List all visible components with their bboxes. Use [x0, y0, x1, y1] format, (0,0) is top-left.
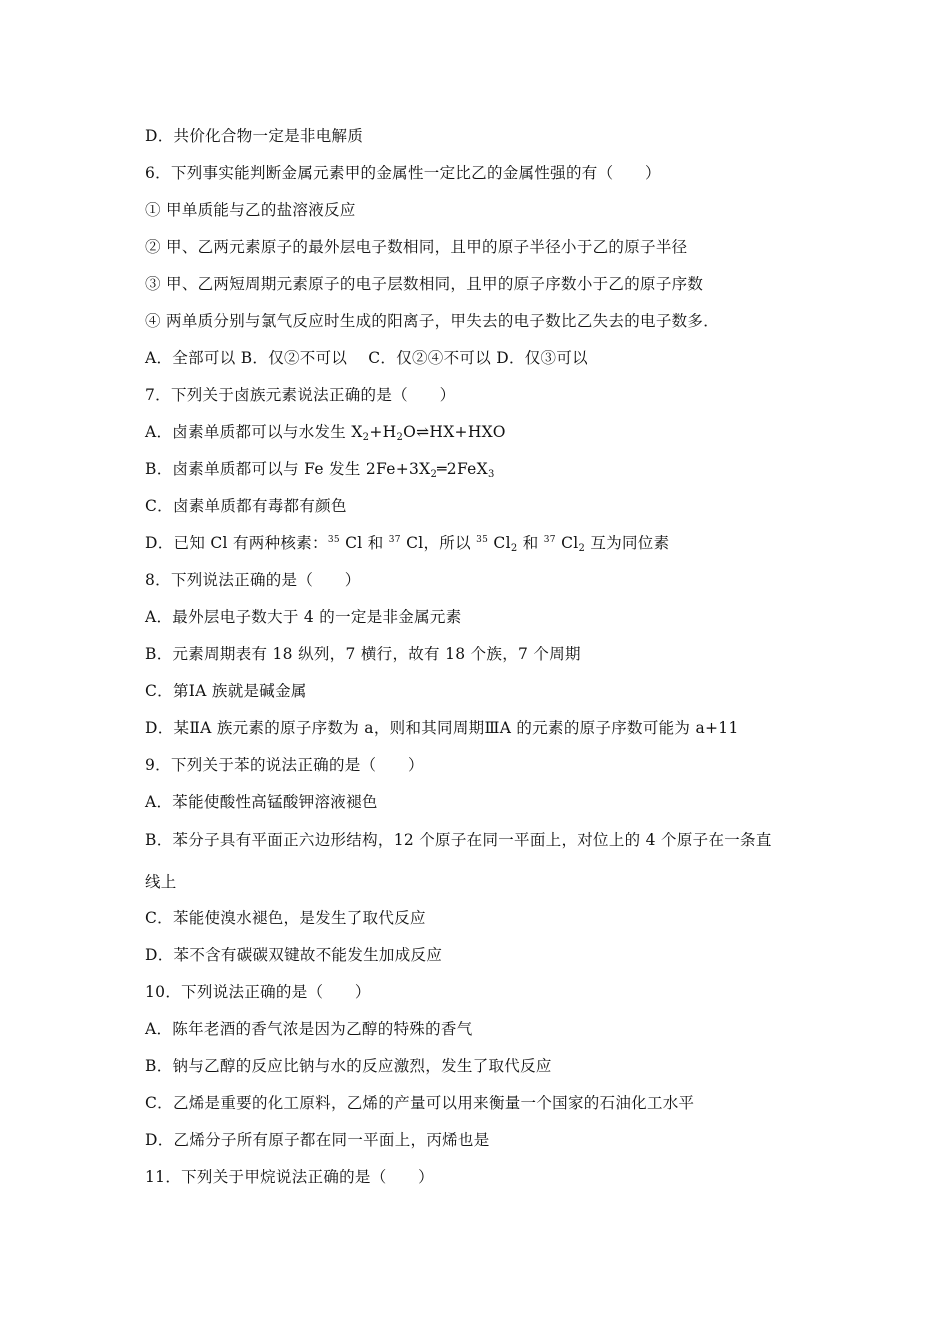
q7b-text: ═2FeX: [437, 460, 488, 478]
q7d-text: Cl: [488, 534, 511, 552]
q8-option-a: A．最外层电子数大于 4 的一定是非金属元素: [145, 608, 462, 626]
q7b-text: B．卤素单质都可以与 Fe 发生 2Fe+3X: [145, 460, 431, 478]
mass-number: 35: [476, 535, 489, 545]
q10-stem: 10．下列说法正确的是（ ）: [145, 983, 371, 1001]
q8-option-c: C．第ⅠA 族就是碱金属: [145, 682, 307, 700]
q7d-text: 互为同位素: [585, 534, 670, 552]
q9-option-a: A．苯能使酸性高锰酸钾溶液褪色: [145, 793, 378, 811]
q7-stem: 7．下列关于卤族元素说法正确的是（ ）: [145, 386, 456, 404]
q6-statement-4: ④ 两单质分别与氯气反应时生成的阳离子，甲失去的电子数比乙失去的电子数多．: [145, 312, 720, 330]
q6-statement-3: ③ 甲、乙两短周期元素原子的电子层数相同，且甲的原子序数小于乙的原子序数: [145, 275, 704, 293]
subscript: 2: [510, 543, 518, 554]
q9-option-b-continued: 线上: [145, 873, 177, 891]
q6-statement-2: ② 甲、乙两元素原子的最外层电子数相同，且甲的原子半径小于乙的原子半径: [145, 238, 688, 256]
q8-option-d: D．某ⅡA 族元素的原子序数为 a，则和其同周期ⅢA 的元素的原子序数可能为 a+11: [145, 719, 739, 737]
q7-option-a: [145, 422, 890, 442]
q11-stem: 11．下列关于甲烷说法正确的是（ ）: [145, 1168, 434, 1186]
q9-stem: 9．下列关于苯的说法正确的是（ ）: [145, 756, 424, 774]
q7-option-c: C．卤素单质都有毒都有颜色: [145, 497, 347, 515]
q10-option-a: A．陈年老酒的香气浓是因为乙醇的特殊的香气: [145, 1020, 473, 1038]
q7-option-b: [145, 459, 890, 479]
subscript: 2: [430, 469, 438, 480]
q7d-text: Cl，所以: [400, 534, 477, 552]
q8-option-b: B．元素周期表有 18 纵列，7 横行，故有 18 个族，7 个周期: [145, 645, 581, 663]
q6-options: A．全部可以 B．仅②不可以 C．仅②④不可以 D．仅③可以: [145, 349, 588, 367]
q9-option-d: D．苯不含有碳碳双键故不能发生加成反应: [145, 946, 443, 964]
q7a-text: +H: [369, 423, 397, 441]
q6-stem: 6．下列事实能判断金属元素甲的金属性一定比乙的金属性强的有（ ）: [145, 164, 661, 182]
q5-option-d: D．共价化合物一定是非电解质: [145, 127, 364, 145]
subscript: 3: [487, 469, 495, 480]
mass-number: 37: [543, 535, 556, 545]
q7a-text: A．卤素单质都可以与水发生 X: [145, 423, 363, 441]
q10-option-b: B．钠与乙醇的反应比钠与水的反应激烈，发生了取代反应: [145, 1057, 552, 1075]
subscript: 2: [396, 432, 404, 443]
q7d-text: D．已知 Cl 有两种核素：: [145, 534, 328, 552]
q9-option-b: B．苯分子具有平面正六边形结构，12 个原子在同一平面上，对位上的 4 个原子在一条直: [145, 831, 772, 849]
q9-option-c: C．苯能使溴水褪色，是发生了取代反应: [145, 909, 426, 927]
q7d-text: 和: [517, 534, 544, 552]
mass-number: 35: [327, 535, 340, 545]
q8-stem: 8．下列说法正确的是（ ）: [145, 571, 361, 589]
q10-option-c: C．乙烯是重要的化工原料，乙烯的产量可以用来衡量一个国家的石油化工水平: [145, 1094, 695, 1112]
q6-statement-1: ① 甲单质能与乙的盐溶液反应: [145, 201, 356, 219]
q7-option-d: [145, 533, 890, 553]
q7d-text: Cl: [555, 534, 579, 552]
q7d-text: Cl 和: [339, 534, 389, 552]
mass-number: 37: [388, 535, 401, 545]
subscript: 2: [578, 543, 586, 554]
q10-option-d: D．乙烯分子所有原子都在同一平面上，丙烯也是: [145, 1131, 490, 1149]
subscript: 2: [362, 432, 370, 443]
q7a-text: O⇌HX+HXO: [403, 423, 506, 441]
